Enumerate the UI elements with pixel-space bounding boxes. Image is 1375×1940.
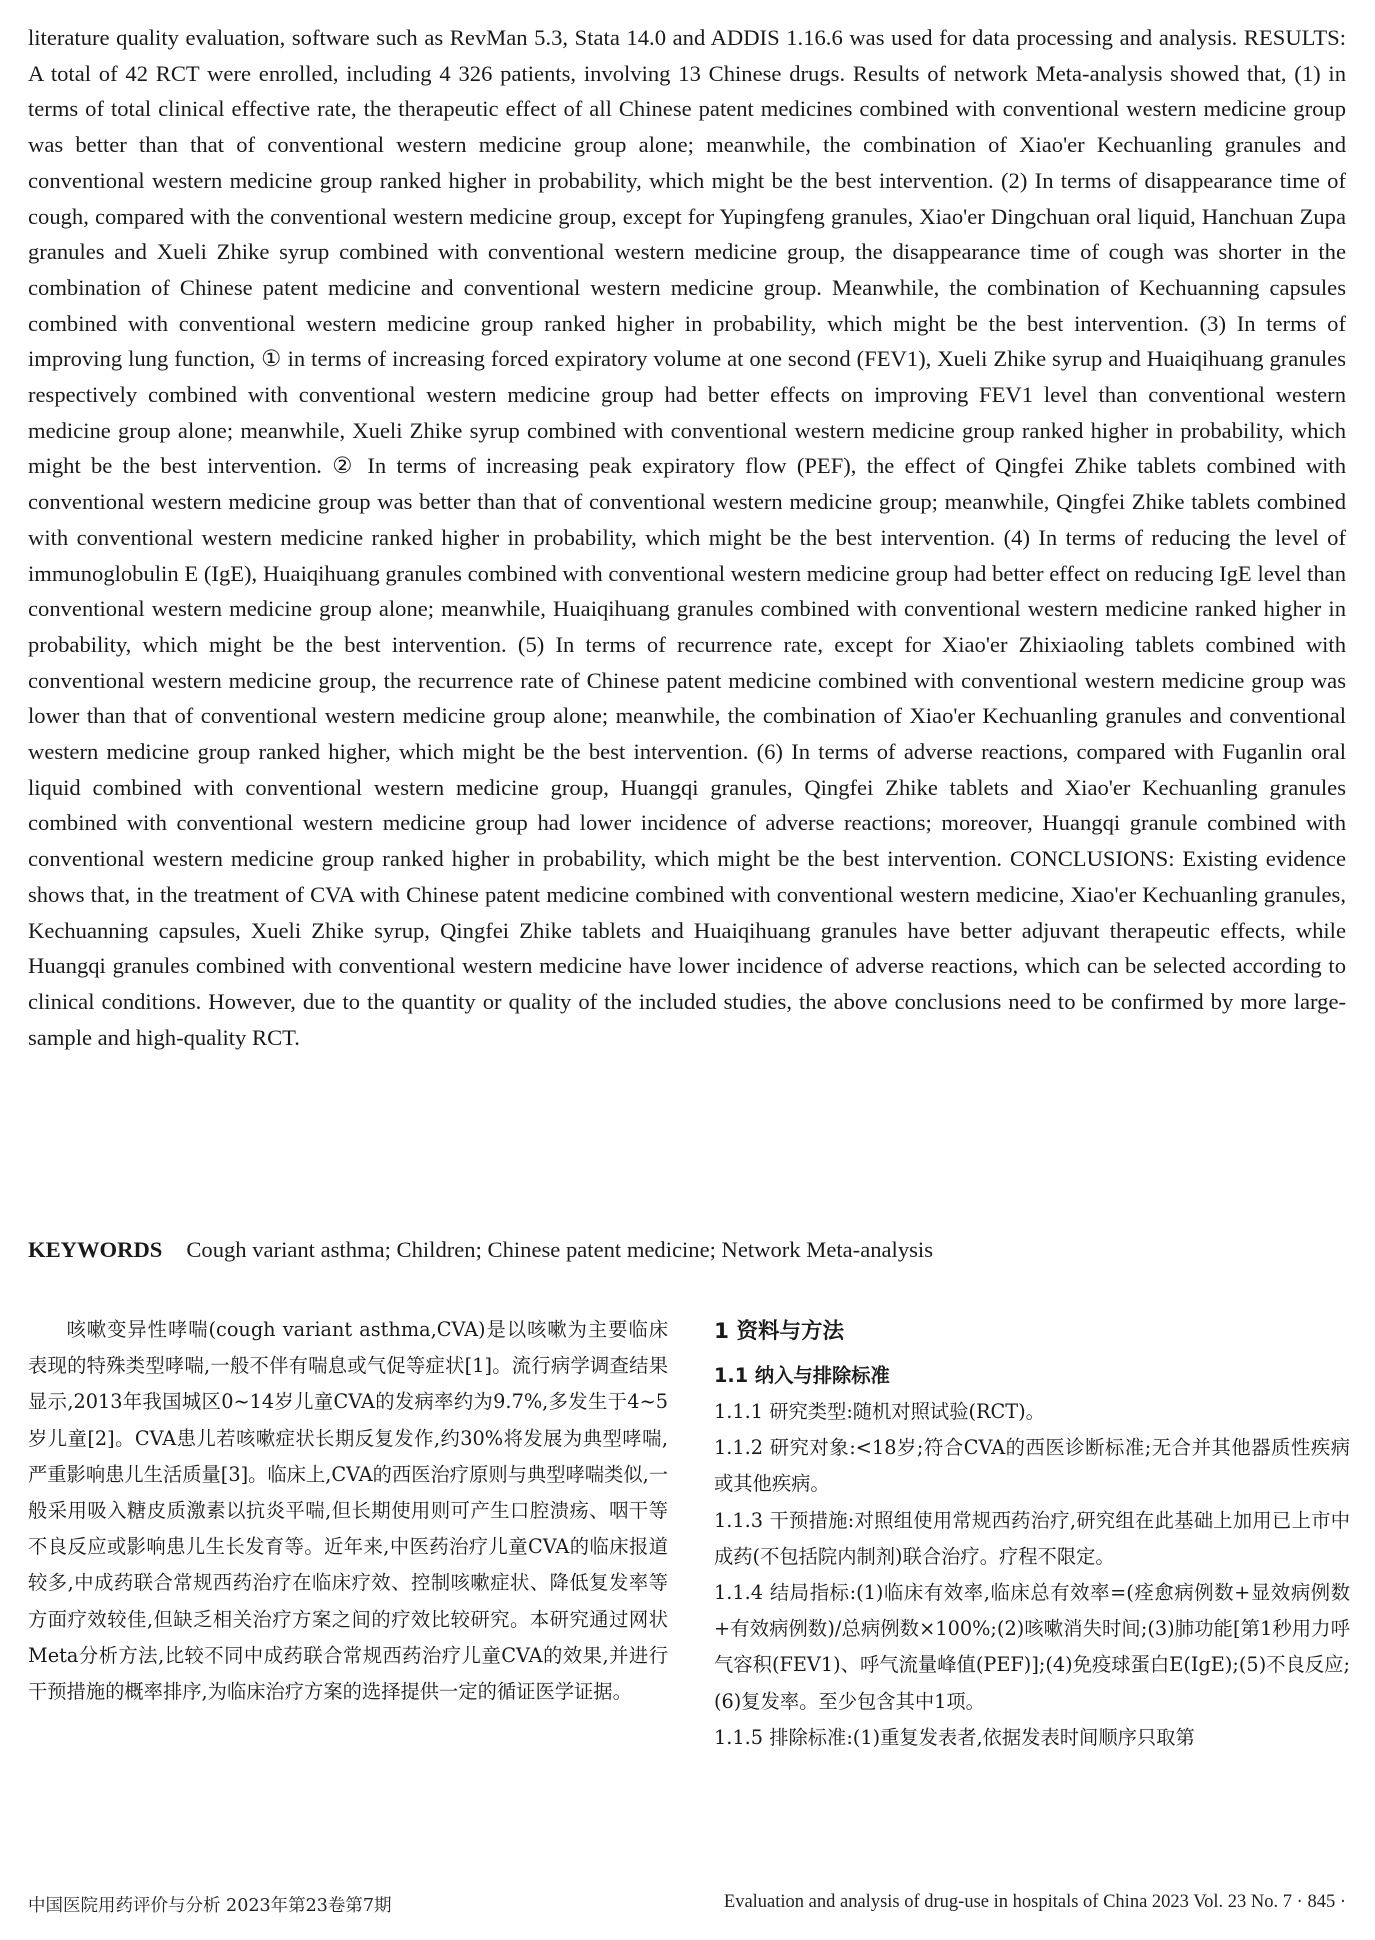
criteria-item: 1.1.3 干预措施:对照组使用常规西药治疗,研究组在此基础上加用已上市中成药(不包括院内制剂)联合治疗。疗程不限定。 <box>714 1508 1350 1568</box>
criteria-item: 1.1.4 结局指标:(1)临床有效率,临床总有效率=(痊愈病例数+显效病例数+有效病例数)/总病例数×100%;(2)咳嗽消失时间;(3)肺功能[第1秒用力呼气容积(FEV1)、呼气流量峰值(PEF)];(4)免疫球蛋白E(IgE);(5)不良反应;(6)复发率。至少包含其中1项。 <box>714 1581 1350 1713</box>
keywords-line <box>28 1232 1346 1268</box>
right-column <box>714 1312 1350 1756</box>
keywords-text: Cough variant asthma; Children; Chinese patent medicine; Network Meta-analysis <box>186 1237 933 1262</box>
footer-journal-en: Evaluation and analysis of drug-use in hospitals of China 2023 Vol. 23 No. 7 · 845 · <box>723 1892 1346 1912</box>
abstract-text <box>28 20 1346 1055</box>
criteria-item: 1.1.1 研究类型:随机对照试验(RCT)。 <box>714 1400 1045 1423</box>
left-column <box>28 1312 668 1710</box>
keywords-label: KEYWORDS <box>28 1237 163 1262</box>
intro-paragraph: 咳嗽变异性哮喘(cough variant asthma,CVA)是以咳嗽为主要临床表现的特殊类型哮喘,一般不伴有喘息或气促等症状[1]。流行病学调查结果显示,2013年我国城区0~14岁儿童CVA的发病率约为9.7%,多发生于4~5岁儿童[2]。CVA患儿若咳嗽症状长期反复发作,约30%将发展为典型哮喘,严重影响患儿生活质量[3]。临床上,CVA的西医治疗原则与典型哮喘类似,一般采用吸入糖皮质激素以抗炎平喘,但长期使用则可产生口腔溃疡、咽干等不良反应或影响患儿生长发育等。近年来,中医药治疗儿童CVA的临床报道较多,中成药联合常规西药治疗在临床疗效、控制咳嗽症状、降低复发率等方面疗效较佳,但缺乏相关治疗方案之间的疗效比较研究。本研究通过网状Meta分析方法,比较不同中成药联合常规西药治疗儿童CVA的效果,并进行干预措施的概率排序,为临床治疗方案的选择提供一定的循证医学证据。 <box>28 1318 669 1704</box>
criteria-item: 1.1.5 排除标准:(1)重复发表者,依据发表时间顺序只取第 <box>714 1725 1195 1749</box>
criteria-item: 1.1.2 研究对象:<18岁;符合CVA的西医诊断标准;无合并其他器质性疾病或其他疾病。 <box>714 1436 1350 1496</box>
section-heading-1: 1 资料与方法 <box>714 1319 844 1344</box>
page-footer <box>28 1892 1346 1922</box>
footer-journal-cn: 中国医院用药评价与分析 2023年第23卷第7期 <box>28 1896 392 1916</box>
abstract-paragraph: literature quality evaluation, software such as RevMan 5.3, Stata 14.0 and ADDIS 1.16.6 was used for data processing and analysis. RESULTS: A total of 42 RCT were enrolled, including 4 326 patients, involving 13 Chinese drugs. Results of network Meta-analysis showed that, (1) in terms of total clinical effective rate, the therapeutic effect of all Chinese patent medicines combined with conventional western medicine group was better than that of conventional western medicine group alone; meanwhile, the combination of Xiao'er Kechuanling granules and conventional western medicine group ranked higher in probability, which might be the best intervention. (2) In terms of disappearance time of cough, compared with the conventional western medicine group, except for Yupingfeng granules, Xiao'er Dingchuan oral liquid, Hanchuan Zupa granules and Xueli Zhike syrup combined with conventional western medicine group, the disappearance time of cough was shorter in the combination of Chinese patent medicine and conventional western medicine group. Meanwhile, the combination of Kechuanning capsules combined with conventional western medicine group ranked higher in probability, which might be the best intervention. (3) In terms of improving lung function, ① in terms of increasing forced expiratory volume at one second (FEV1), Xueli Zhike syrup and Huaiqihuang granules respectively combined with conventional western medicine group had better effects on improving FEV1 level than conventional western medicine group alone; meanwhile, Xueli Zhike syrup combined with conventional western medicine group ranked higher in probability, which might be the best intervention. ② In terms of increasing peak expiratory flow (PEF), the effect of Qingfei Zhike tablets combined with conventional western medicine group was better than that of conventional western medicine group; meanwhile, Qingfei Zhike tablets combined with conventional western medicine ranked higher in probability, which might be the best intervention. (4) In terms of reducing the level of immunoglobulin E (IgE), Huaiqihuang granules combined with conventional western medicine group had better effect on reducing IgE level than conventional western medicine group alone; meanwhile, Huaiqihuang granules combined with conventional western medicine ranked higher in probability, which might be the best intervention. (5) In terms of recurrence rate, except for Xiao'er Zhixiaoling tablets combined with conventional western medicine group, the recurrence rate of Chinese patent medicine combined with conventional western medicine group was lower than that of conventional western medicine group alone; meanwhile, the combination of Xiao'er Kechuanling granules and conventional western medicine group ranked higher, which might be the best intervention. (6) In terms of adverse reactions, compared with Fuganlin oral liquid combined with conventional western medicine group, Huangqi granules, Qingfei Zhike tablets and Xiao'er Kechuanling granules combined with conventional western medicine group had lower incidence of adverse reactions; moreover, Huangqi granule combined with conventional western medicine group ranked higher in probability, which might be the best intervention. CONCLUSIONS: Existing evidence shows that, in the treatment of CVA with Chinese patent medicine combined with conventional western medicine, Xiao'er Kechuanling granules, Kechuanning capsules, Xueli Zhike syrup, Qingfei Zhike tablets and Huaiqihuang granules have better adjuvant therapeutic effects, while Huangqi granules combined with conventional western medicine have lower incidence of adverse reactions, which can be selected according to clinical conditions. However, due to the quantity or quality of the included studies, the above conclusions need to be confirmed by more large-sample and high-quality RCT. <box>28 25 1346 1050</box>
section-heading-1-1: 1.1 纳入与排除标准 <box>714 1364 890 1387</box>
